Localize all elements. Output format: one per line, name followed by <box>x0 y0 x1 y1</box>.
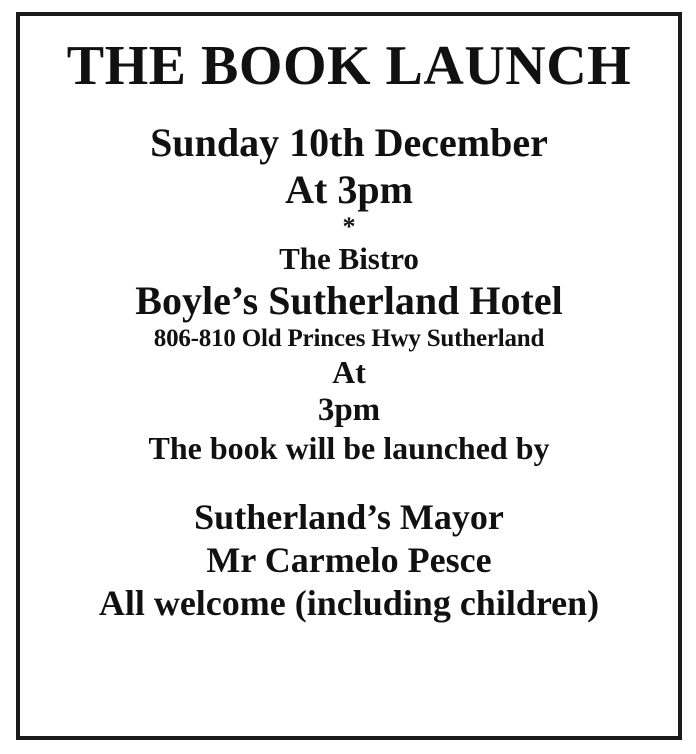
event-date: Sunday 10th December <box>150 120 548 166</box>
event-time-primary: At 3pm <box>285 166 413 212</box>
welcome-note: All welcome (including children) <box>98 582 600 623</box>
separator-asterisk: * <box>342 211 356 241</box>
at-label: At <box>332 353 366 390</box>
mayor-title: Sutherland’s Mayor <box>194 497 504 538</box>
venue-address: 806-810 Old Princes Hwy Sutherland <box>153 324 545 352</box>
poster-border-frame <box>16 12 682 740</box>
venue-name: Boyle’s Sutherland Hotel <box>135 277 563 323</box>
poster-headline: THE BOOK LAUNCH <box>66 35 632 97</box>
event-time-secondary: 3pm <box>317 392 381 429</box>
launched-by-text: The book will be launched by <box>148 430 550 467</box>
venue-room: The Bistro <box>279 241 419 277</box>
mayor-name: Mr Carmelo Pesce <box>206 539 492 580</box>
